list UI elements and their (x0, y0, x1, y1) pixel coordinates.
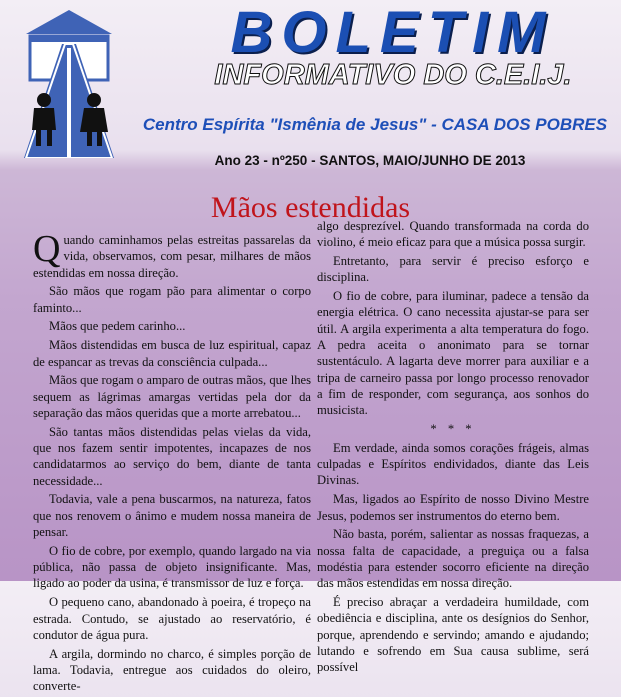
drop-cap: Q (33, 228, 61, 270)
paragraph: São mãos que rogam pão para alimentar o corpo faminto... (33, 284, 311, 315)
article-right-column (317, 218, 589, 678)
paragraph: É preciso abraçar a verdadeira humildade, com obediência e disciplina, ante os desígnios do Senhor, porque, aprendendo e servindo; amando e ajudando; lutando e sofrendo em Sua causa sublime, será possível (317, 595, 589, 675)
paragraph: Mas, ligados ao Espírito de nosso Divino Mestre Jesus, podemos ser instrumentos do eterno bem. (317, 492, 589, 523)
paragraph: O fio de cobre, para iluminar, padece a tensão da energia elétrica. O cano necessita ajustar-se para ser útil. A argila experimenta a alta temperatura do fogo. A pedra aceita o anonimato para se tornar sustentáculo. A lagarta deve morrer para auxiliar e a tripa de carneiro passa por longo processo renovador a fim de responder, com segurança, aos sonhos do musicista. (317, 289, 589, 418)
paragraph: Mãos distendidas em busca de luz espiritual, capaz de espancar as trevas da consciência culpada... (33, 338, 311, 369)
paragraph: São tantas mãos distendidas pelas vielas da vida, que nos fazem sentir impotentes, incapazes de nos candidatarmos ao serviço do bem, diante de tanta necessidade... (33, 424, 311, 488)
issue-info: Ano 23 - nº250 - SANTOS, MAIO/JUNHO DE 2013 (214, 153, 526, 168)
paragraph: A argila, dormindo no charco, é simples porção de lama. Todavia, entregue aos cuidados do oleiro, converte- (33, 646, 311, 694)
paragraph: Não basta, porém, salientar as nossas fraquezas, a nossa falta de capacidade, a preguiça ou a falsa modéstia para estender socorro eficiente na direção das mãos estendidas em nossa direção. (317, 527, 589, 591)
newsletter-header (0, 0, 621, 172)
paragraph: O fio de cobre, por exemplo, quando largado na via pública, não passa de objeto insignificante. Mas, ligado ao poder da usina, é transmissor de luz e força. (33, 543, 311, 591)
paragraph: Em verdade, ainda somos corações frágeis, almas culpadas e Espíritos endividados, diante das Leis Divinas. (317, 440, 589, 488)
paragraph: algo desprezível. Quando transformada na corda do violino, é meio eficaz para que a música possa surgir. (317, 219, 589, 250)
newsletter-subtitle: INFORMATIVO DO C.E.I.J. (214, 59, 572, 91)
paragraph: O pequeno cano, abandonado à poeira, é tropeço na estrada. Contudo, se ajustado ao reservatório, é condutor de água pura. (33, 595, 311, 642)
paragraph: Mãos que rogam o amparo de outras mãos, que lhes sequem as lágrimas amargas vertidas pela dor da separação das mãos queridas que a morte arrebatou... (33, 373, 311, 420)
paragraph: Quando caminhamos pelas estreitas passarelas da vida, observamos, com pesar, milhares de mãos estendidas em nossa direção. (33, 228, 311, 280)
paragraph: Entretanto, para servir é preciso esforço e disciplina. (317, 254, 589, 285)
article-left-column (33, 228, 311, 697)
center-name: Centro Espírita "Ismênia de Jesus" - CASA DOS POBRES (142, 115, 608, 134)
article-title: Mãos estendidas (210, 191, 411, 224)
paragraph: Todavia, vale a pena buscarmos, na natureza, fatos que nos renovem o ânimo e mudem nossa maneira de pensar. (33, 492, 311, 540)
section-divider: * * * (430, 422, 476, 437)
house-with-children-logo-icon (24, 8, 114, 158)
paragraph: Mãos que pedem carinho... (49, 319, 186, 334)
newsletter-title: BOLETIM (230, 0, 555, 65)
